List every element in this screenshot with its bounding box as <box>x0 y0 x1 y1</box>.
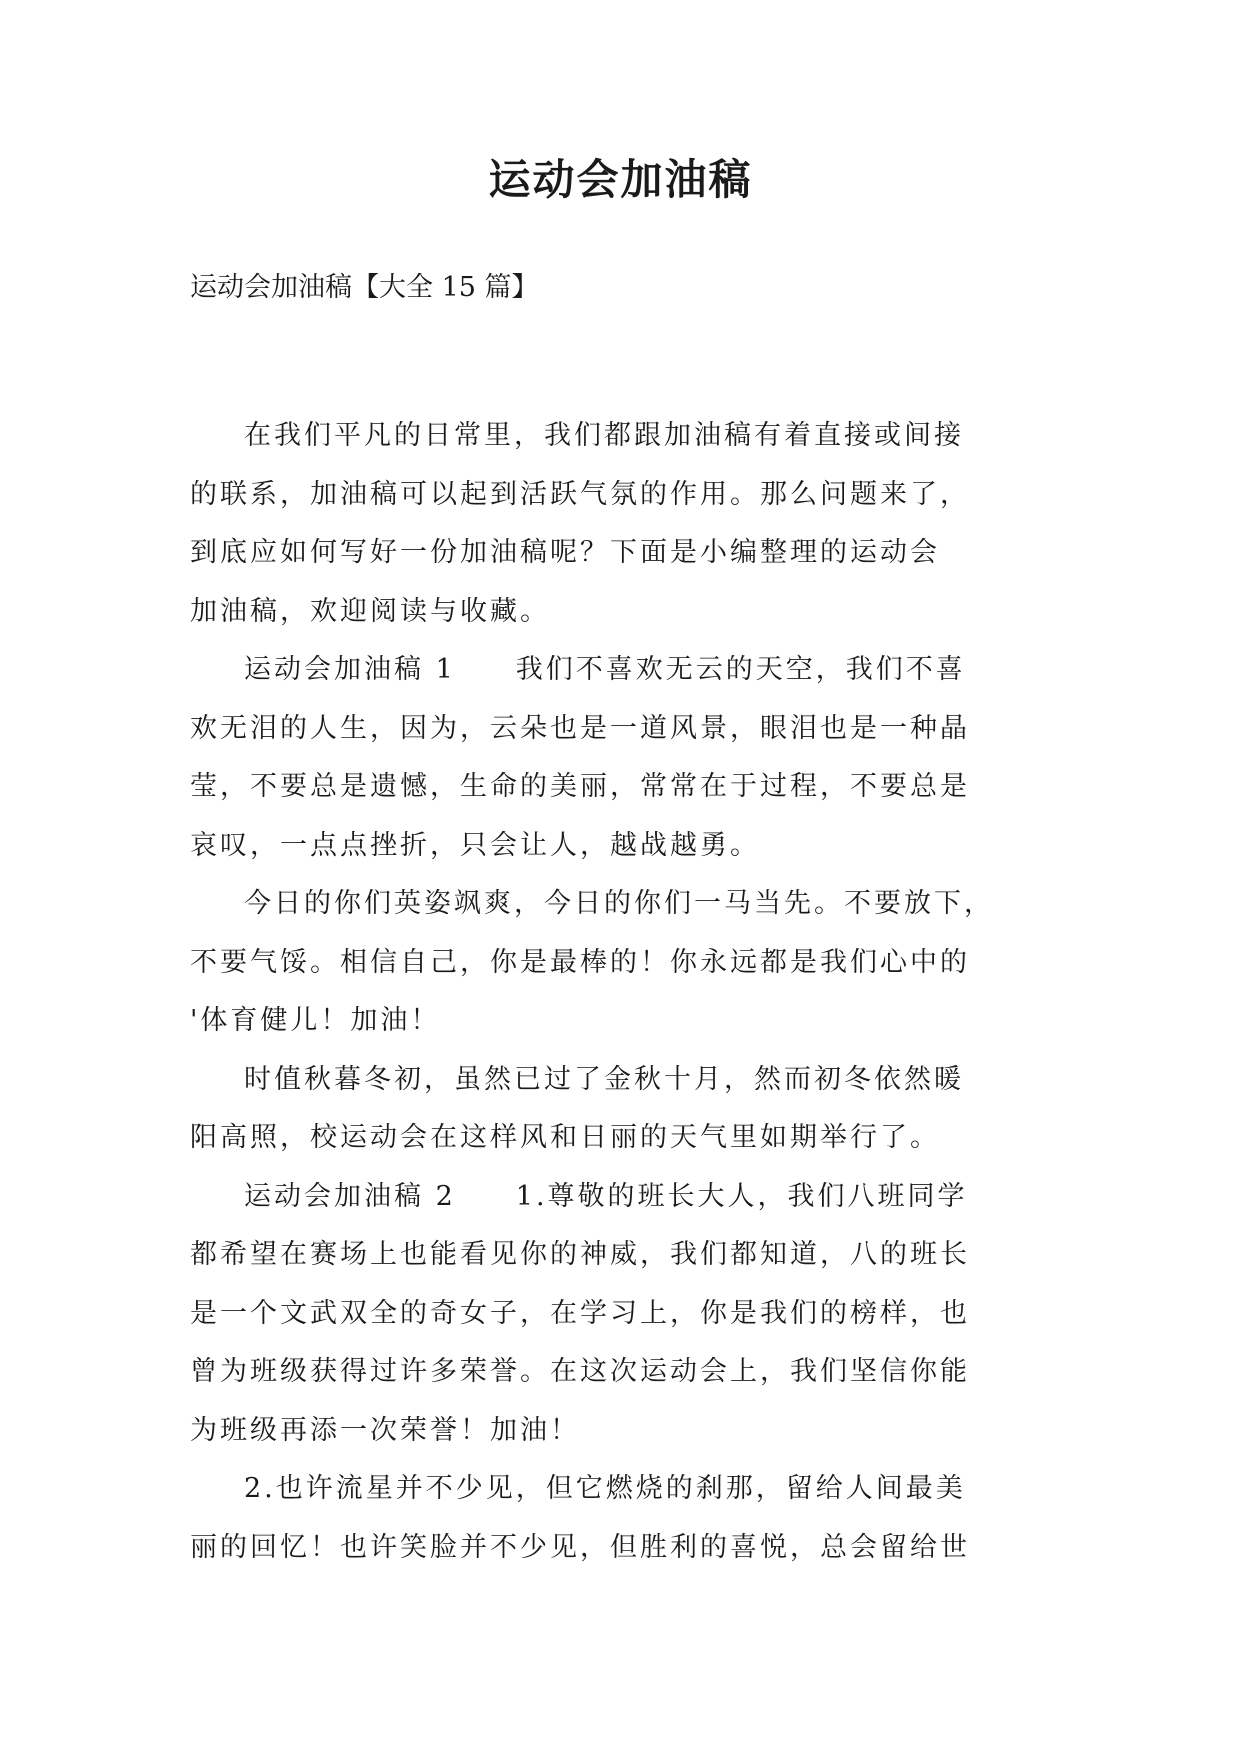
document-body <box>190 407 1060 1577</box>
text-line: 丽的回忆！也许笑脸并不少见，但胜利的喜悦，总会留给世 <box>190 1531 970 1563</box>
text-line: 曾为班级获得过许多荣誉。在这次运动会上，我们坚信你能 <box>190 1356 970 1387</box>
text-line: '体育健儿！加油！ <box>190 1005 441 1036</box>
text-line: 2.也许流星并不少见，但它燃烧的刹那，留给人间最美 <box>244 1473 966 1504</box>
text-line: 欢无泪的人生，因为，云朵也是一道风景，眼泪也是一种晶 <box>190 712 970 744</box>
text-line: 运动会加油稿 2 1.尊敬的班长大人，我们八班同学 <box>244 1180 968 1212</box>
paragraph-season <box>190 1051 1060 1168</box>
text-line: 运动会加油稿 1 我们不喜欢无云的天空，我们不喜 <box>244 654 966 685</box>
text-line: 为班级再添一次荣誉！加油！ <box>190 1414 580 1446</box>
paragraph-article-1 <box>190 641 1060 875</box>
text-line: 到底应如何写好一份加油稿呢？下面是小编整理的运动会 <box>190 537 940 568</box>
text-line: 在我们平凡的日常里，我们都跟加油稿有着直接或间接 <box>244 420 964 451</box>
paragraph-meteor <box>190 1460 1060 1577</box>
paragraph-cheer <box>190 875 1060 1051</box>
text-line: 是一个文武双全的奇女子，在学习上，你是我们的榜样，也 <box>190 1297 970 1329</box>
text-line: 阳高照，校运动会在这样风和日丽的天气里如期举行了。 <box>190 1122 940 1153</box>
text-line: 时值秋暮冬初，虽然已过了金秋十月，然而初冬依然暖 <box>244 1063 964 1095</box>
document-title: 运动会加油稿 <box>488 155 753 204</box>
text-line: 莹，不要总是遗憾，生命的美丽，常常在于过程，不要总是 <box>190 771 970 802</box>
document-subtitle: 运动会加油稿【大全 15 篇】 <box>190 272 539 303</box>
text-line: 不要气馁。相信自己，你是最棒的！你永远都是我们心中的 <box>190 946 970 978</box>
paragraph-intro <box>190 407 1060 641</box>
text-line: 今日的你们英姿飒爽，今日的你们一马当先。不要放下， <box>244 888 994 919</box>
text-line: 都希望在赛场上也能看见你的神威，我们都知道，八的班长 <box>190 1239 970 1270</box>
text-line: 的联系，加油稿可以起到活跃气氛的作用。那么问题来了， <box>190 478 970 510</box>
paragraph-article-2 <box>190 1168 1060 1461</box>
text-line: 哀叹，一点点挫折，只会让人，越战越勇。 <box>190 829 760 861</box>
text-line: 加油稿，欢迎阅读与收藏。 <box>190 595 550 627</box>
